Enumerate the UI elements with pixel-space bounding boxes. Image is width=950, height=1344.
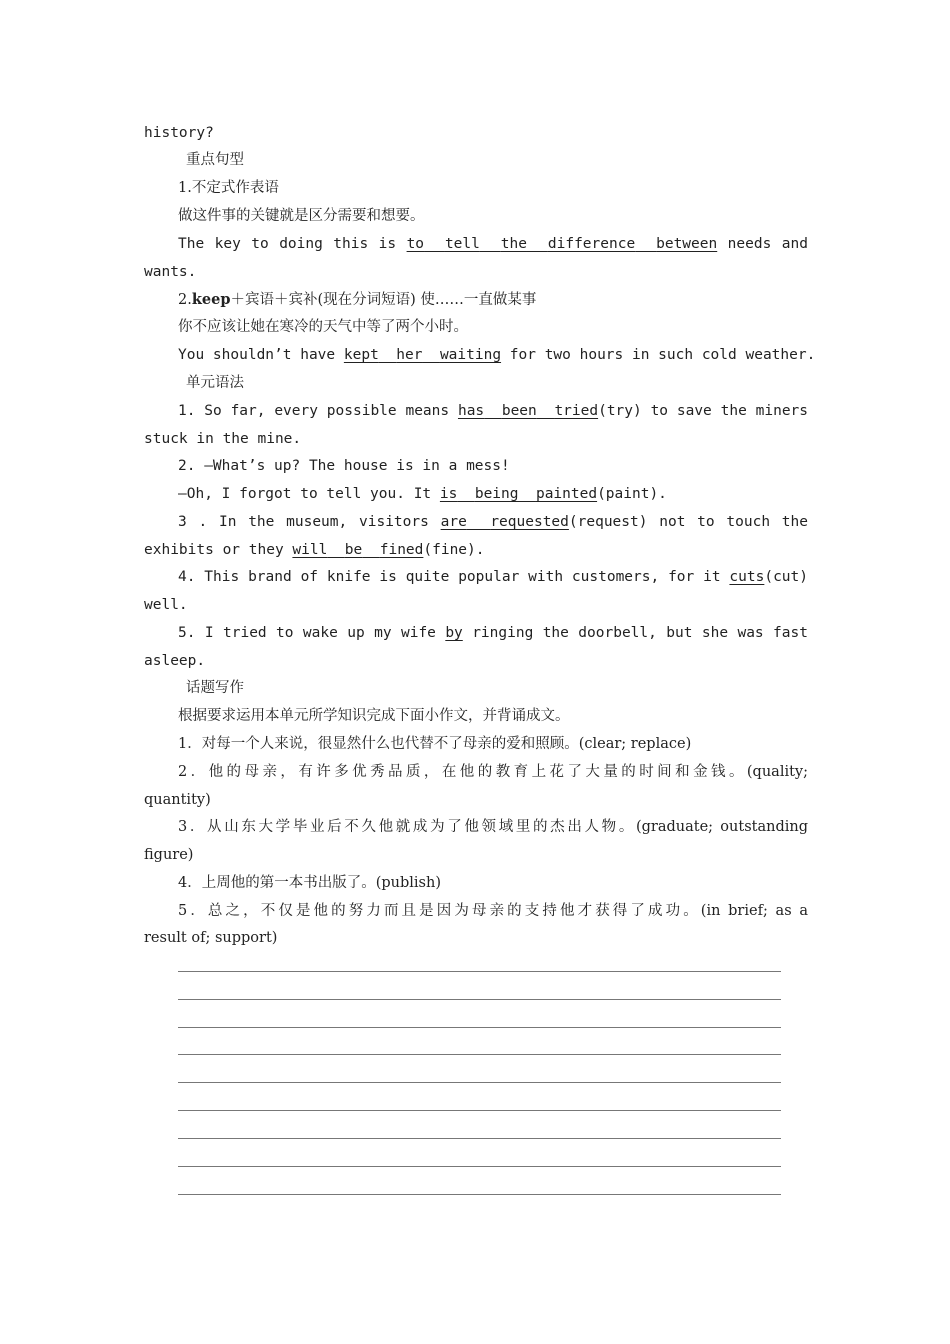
sentence-patterns-heading: 重点句型 <box>186 152 244 168</box>
pattern-1-english-wrap: wants. <box>144 264 197 280</box>
writing-item-2-wrap: quantity) <box>144 792 211 808</box>
writing-item-3: 3．从山东大学毕业后不久他就成为了他领域里的杰出人物。(graduate; outstanding <box>178 819 808 835</box>
grammar-item-4-wrap: well. <box>144 597 188 613</box>
answer-blank: by <box>445 625 463 641</box>
grammar-item-2-reply: —Oh, I forgot to tell you. It is being painted(paint). <box>178 486 667 502</box>
writing-item-5: 5．总之，不仅是他的努力而且是因为母亲的支持他才获得了成功。(in brief; as a <box>178 903 808 919</box>
grammar-item-5-wrap: asleep. <box>144 653 206 669</box>
pattern-1-english: The key to doing this is to tell the difference between needs and <box>178 236 808 252</box>
writing-item-3-wrap: figure) <box>144 847 194 863</box>
pattern-1-title: 1.不定式作表语 <box>178 180 279 196</box>
answer-writing-line[interactable] <box>178 1166 781 1167</box>
writing-instruction: 根据要求运用本单元所学知识完成下面小作文，并背诵成文。 <box>178 708 570 724</box>
answer-blank: cuts <box>729 569 765 585</box>
grammar-item-2: 2. —What’s up? The house is in a mess! <box>178 458 510 474</box>
grammar-item-3: 3 . In the museum, visitors are requested(request) not to touch the <box>178 514 808 530</box>
grammar-item-3-wrap: exhibits or they will be fined(fine). <box>144 542 485 558</box>
answer-blank: will be fined <box>292 542 424 558</box>
answer-blank: is being painted <box>439 486 598 502</box>
answer-writing-line[interactable] <box>178 971 781 972</box>
grammar-item-1-wrap: stuck in the mine. <box>144 431 302 447</box>
grammar-item-5: 5. I tried to wake up my wife by ringing the doorbell, but she was fast <box>178 625 808 641</box>
answer-blank: are requested <box>440 514 569 530</box>
answer-writing-line[interactable] <box>178 999 781 1000</box>
pattern-2-chinese: 你不应该让她在寒冷的天气中等了两个小时。 <box>178 319 468 335</box>
answer-blank: to tell the difference between <box>406 236 718 252</box>
answer-writing-line[interactable] <box>178 1027 781 1028</box>
writing-item-5-wrap: result of; support) <box>144 930 278 946</box>
writing-item-4: 4．上周他的第一本书出版了。(publish) <box>178 875 441 891</box>
answer-blank: has been tried <box>457 403 599 419</box>
pattern-2-title: 2.keep＋宾语＋宾补(现在分词短语) 使……一直做某事 <box>178 291 537 308</box>
continued-fragment: history? <box>144 125 214 141</box>
writing-item-2: 2．他的母亲，有许多优秀品质，在他的教育上花了大量的时间和金钱。(quality; <box>178 764 808 780</box>
grammar-heading: 单元语法 <box>186 375 244 391</box>
writing-heading: 话题写作 <box>186 680 244 696</box>
answer-writing-line[interactable] <box>178 1110 781 1111</box>
answer-writing-line[interactable] <box>178 1054 781 1055</box>
answer-writing-line[interactable] <box>178 1194 781 1195</box>
pattern-2-english: You shouldn’t have kept her waiting for two hours in such cold weather. <box>178 347 816 363</box>
grammar-item-1: 1. So far, every possible means has been tried(try) to save the miners <box>178 403 809 419</box>
pattern-1-chinese: 做这件事的关键就是区分需要和想要。 <box>178 208 425 224</box>
answer-blank: kept her waiting <box>343 347 502 363</box>
answer-writing-line[interactable] <box>178 1138 781 1139</box>
grammar-item-4: 4. This brand of knife is quite popular with customers, for it cuts(cut) <box>178 569 808 585</box>
answer-writing-line[interactable] <box>178 1082 781 1083</box>
writing-item-1: 1．对每一个人来说，很显然什么也代替不了母亲的爱和照顾。(clear; replace) <box>178 736 692 752</box>
